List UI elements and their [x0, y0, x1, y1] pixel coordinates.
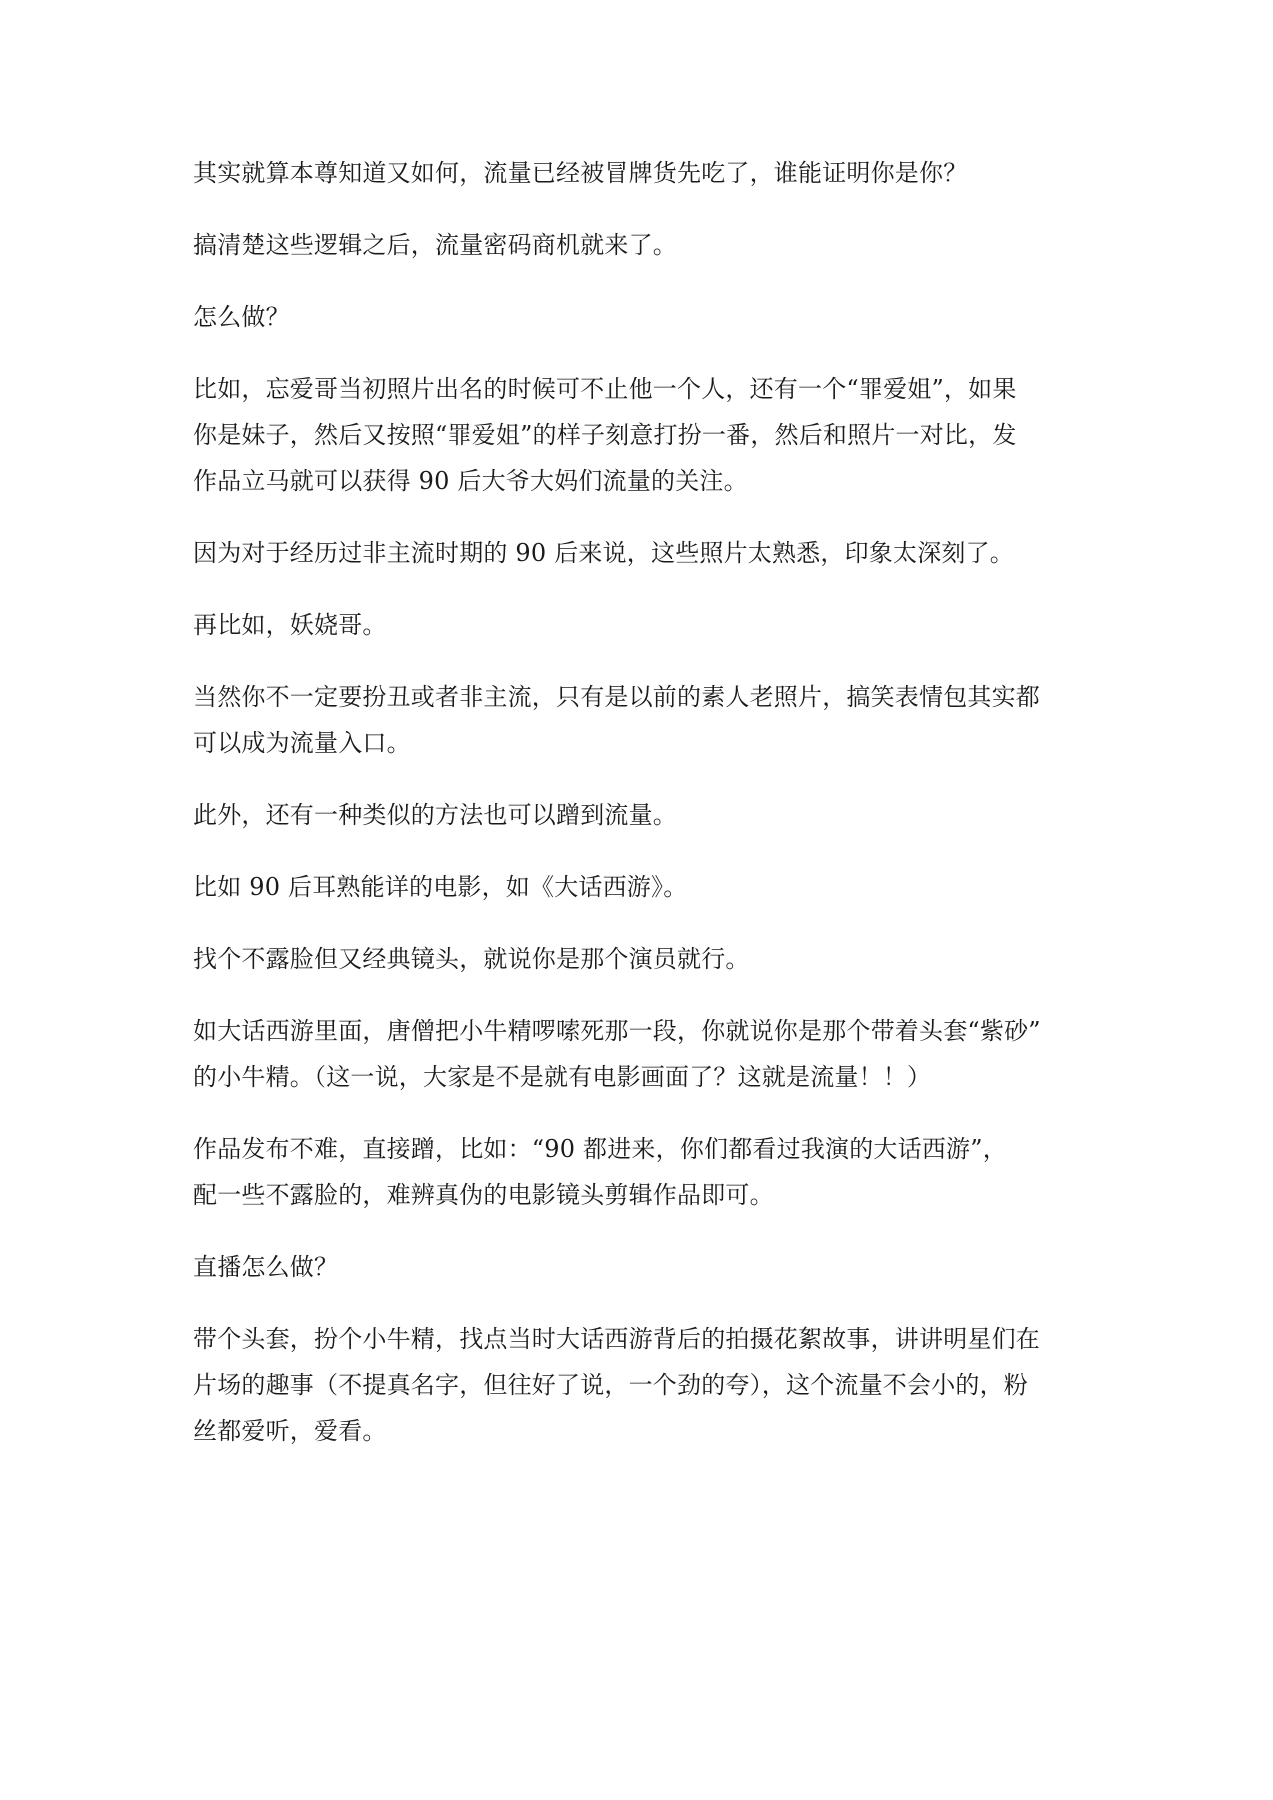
text-line: 因为对于经历过非主流时期的 90 后来说，这些照片太熟悉，印象太深刻了。 — [193, 539, 1014, 567]
paragraph — [193, 294, 1093, 340]
paragraph — [193, 366, 1093, 504]
paragraph — [193, 864, 1093, 910]
paragraph — [193, 936, 1093, 982]
text-line: 搞清楚这些逻辑之后，流量密码商机就来了。 — [193, 231, 677, 259]
text-line: 丝都爱听，爱看。 — [193, 1417, 387, 1445]
paragraph — [193, 1316, 1093, 1454]
paragraph — [193, 150, 1093, 196]
paragraph — [193, 1244, 1093, 1290]
text-line: 的小牛精。（这一说，大家是不是就有电影画面了？这就是流量！！） — [193, 1063, 932, 1091]
text-line: 配一些不露脸的，难辨真伪的电影镜头剪辑作品即可。 — [193, 1181, 774, 1209]
document-body — [193, 150, 1093, 1480]
text-line: 当然你不一定要扮丑或者非主流，只有是以前的素人老照片，搞笑表情包其实都 — [193, 683, 1040, 711]
text-line: 带个头套，扮个小牛精，找点当时大话西游背后的拍摄花絮故事，讲讲明星们在 — [193, 1325, 1040, 1353]
text-line: 片场的趣事（不提真名字，但往好了说，一个劲的夸），这个流量不会小的，粉 — [193, 1371, 1028, 1399]
paragraph — [193, 530, 1093, 576]
text-line: 其实就算本尊知道又如何，流量已经被冒牌货先吃了，谁能证明你是你？ — [193, 159, 968, 187]
text-line: 再比如，妖娆哥。 — [193, 611, 387, 639]
text-line: 可以成为流量入口。 — [193, 729, 411, 757]
text-line: 你是妹子，然后又按照“罪爱姐”的样子刻意打扮一番，然后和照片一对比，发 — [193, 421, 1017, 449]
text-line: 怎么做？ — [193, 303, 290, 331]
paragraph — [193, 1008, 1093, 1100]
text-line: 此外，还有一种类似的方法也可以蹭到流量。 — [193, 801, 677, 829]
paragraph — [193, 792, 1093, 838]
text-line: 找个不露脸但又经典镜头，就说你是那个演员就行。 — [193, 945, 750, 973]
paragraph — [193, 1126, 1093, 1218]
text-line: 作品立马就可以获得 90 后大爷大妈们流量的关注。 — [193, 467, 748, 495]
paragraph — [193, 602, 1093, 648]
text-line: 作品发布不难，直接蹭，比如：“90 都进来，你们都看过我演的大话西游”， — [193, 1135, 1007, 1163]
text-line: 比如，忘爱哥当初照片出名的时候可不止他一个人，还有一个“罪爱姐”，如果 — [193, 375, 1017, 403]
text-line: 直播怎么做？ — [193, 1253, 339, 1281]
paragraph — [193, 674, 1093, 766]
paragraph — [193, 222, 1093, 268]
text-line: 如大话西游里面，唐僧把小牛精啰嗦死那一段，你就说你是那个带着头套“紫砂” — [193, 1017, 1041, 1045]
text-line: 比如 90 后耳熟能详的电影，如《大话西游》。 — [193, 873, 688, 901]
